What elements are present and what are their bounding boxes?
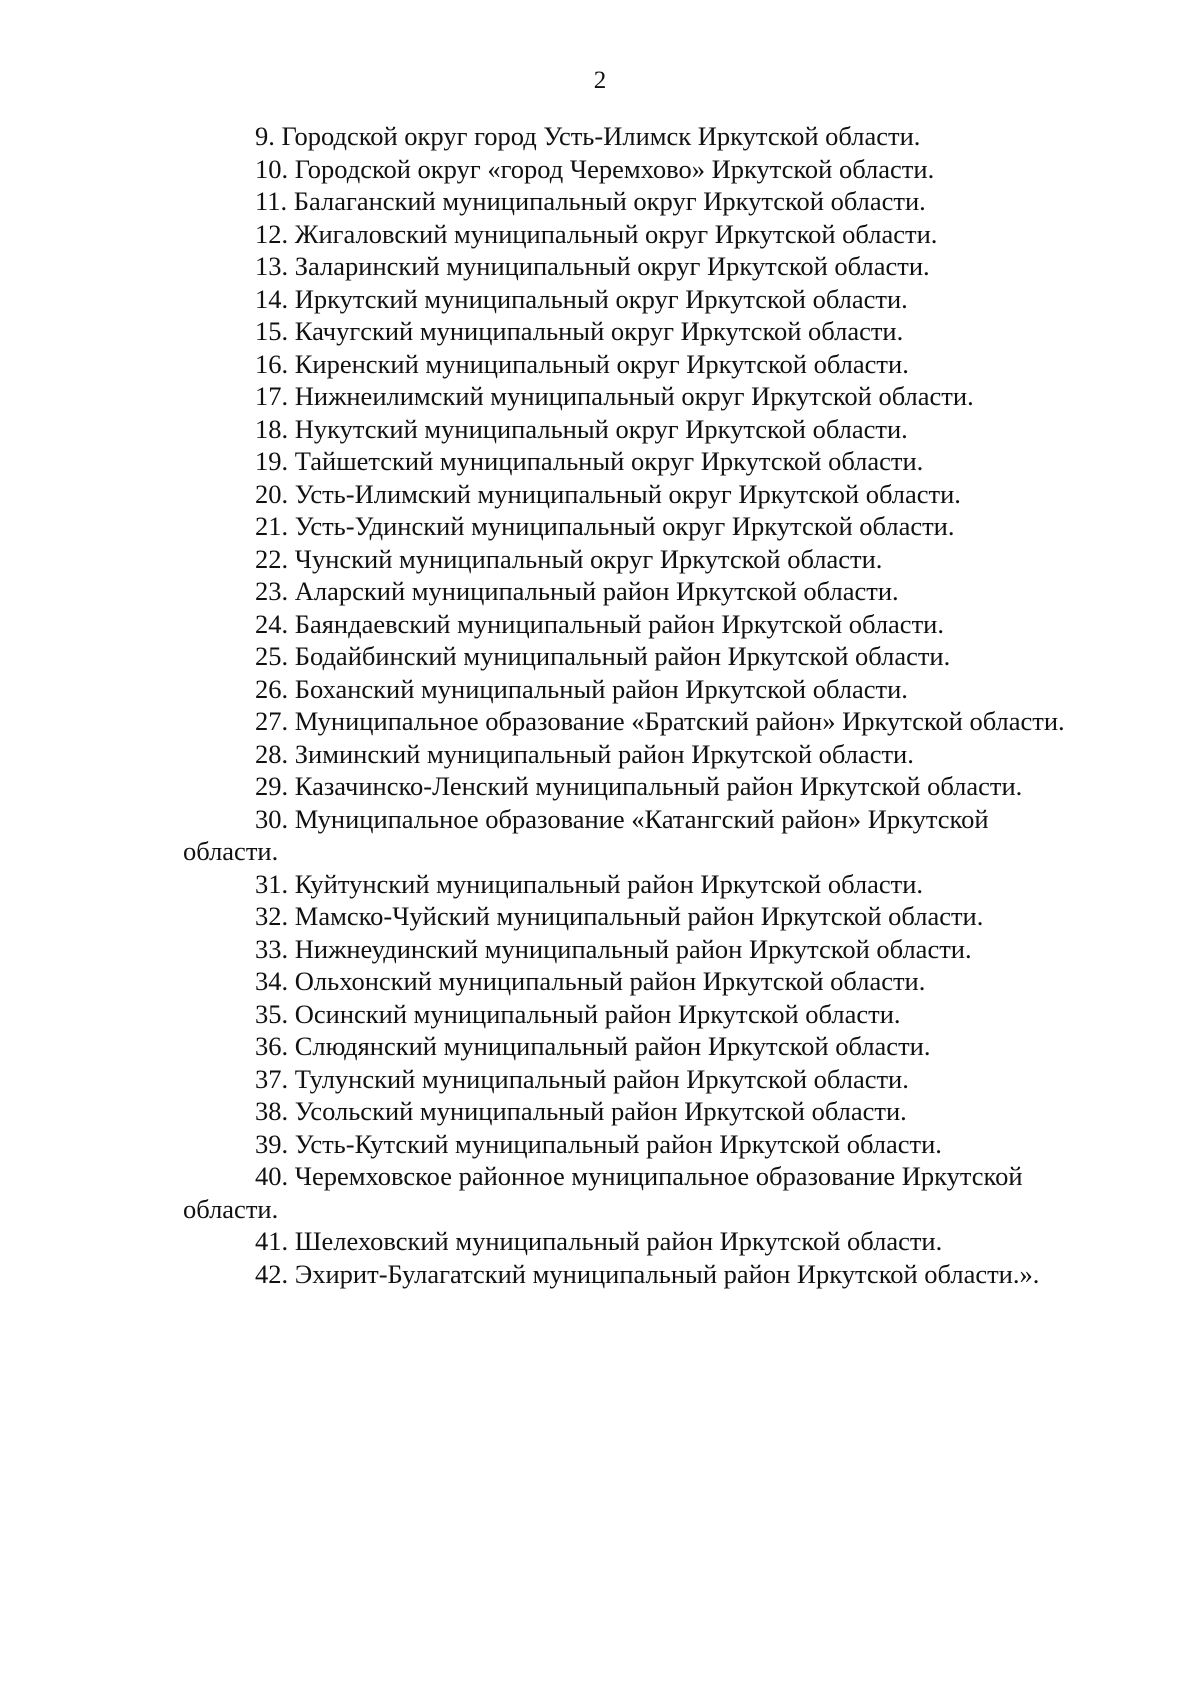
list-item: 14. Иркутский муниципальный округ Иркутской области. [255, 283, 908, 314]
list-item: 22. Чунский муниципальный округ Иркутской области. [255, 543, 883, 574]
list-item: 39. Усть-Кутский муниципальный район Иркутской области. [255, 1128, 942, 1159]
list-item: 33. Нижнеудинский муниципальный район Иркутской области. [255, 933, 972, 964]
list-item: 12. Жигаловский муниципальный округ Иркутской области. [255, 218, 938, 249]
list-item: 24. Баяндаевский муниципальный район Иркутской области. [255, 608, 944, 639]
list-item: 37. Тулунский муниципальный район Иркутской области. [255, 1063, 909, 1094]
list-item: 20. Усть-Илимский муниципальный округ Иркутской области. [255, 478, 961, 509]
list-item: 21. Усть-Удинский муниципальный округ Иркутской области. [255, 511, 955, 541]
list-item: 36. Слюдянский муниципальный район Иркутской области. [255, 1031, 931, 1061]
list-item: 41. Шелеховский муниципальный район Иркутской области. [255, 1226, 943, 1256]
list-item: 16. Киренский муниципальный округ Иркутской области. [255, 348, 909, 379]
list-item: 26. Боханский муниципальный район Иркутской области. [255, 673, 908, 704]
list-item: 40. Черемховское районное муниципальное образование Иркутской области. [183, 1161, 1023, 1224]
list-item: 15. Качугский муниципальный округ Иркутской области. [255, 316, 904, 346]
list-item: 38. Усольский муниципальный район Иркутской области. [255, 1096, 907, 1126]
list-item: 42. Эхирит-Булагатский муниципальный район Иркутской области.». [255, 1258, 1040, 1289]
list-item: 35. Осинский муниципальный район Иркутской области. [255, 998, 901, 1029]
list-item: 27. Муниципальное образование «Братский район» Иркутской области. [255, 706, 1065, 736]
list-item: 25. Бодайбинский муниципальный район Иркутской области. [255, 641, 951, 671]
list-item: 13. Заларинский муниципальный округ Иркутской области. [255, 251, 930, 281]
municipality-list [183, 120, 1083, 1290]
list-item: 29. Казачинско-Ленский муниципальный район Иркутской области. [255, 771, 1023, 801]
list-item: 9. Городской округ город Усть-Илимск Иркутской области. [255, 121, 921, 151]
list-item: 32. Мамско-Чуйский муниципальный район Иркутской области. [255, 901, 984, 931]
list-item: 11. Балаганский муниципальный округ Иркутской области. [255, 186, 926, 216]
list-item: 10. Городской округ «город Черемхово» Иркутской области. [255, 153, 935, 184]
list-item: 23. Аларский муниципальный район Иркутской области. [255, 576, 899, 606]
list-item: 34. Ольхонский муниципальный район Иркутской области. [255, 966, 926, 996]
list-item: 19. Тайшетский муниципальный округ Иркутской области. [255, 446, 924, 476]
list-item: 30. Муниципальное образование «Катангский район» Иркутской области. [183, 803, 989, 866]
list-item: 18. Нукутский муниципальный округ Иркутской области. [255, 413, 908, 444]
list-item: 28. Зиминский муниципальный район Иркутской области. [255, 738, 914, 769]
list-item: 17. Нижнеилимский муниципальный округ Иркутской области. [255, 381, 974, 411]
page-number: 2 [593, 67, 607, 94]
list-item: 31. Куйтунский муниципальный район Иркутской области. [255, 868, 924, 899]
